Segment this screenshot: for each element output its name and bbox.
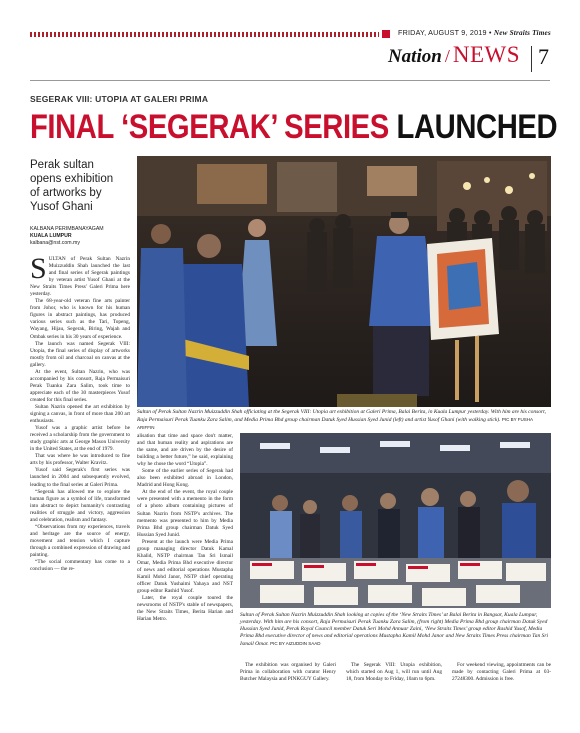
- page-number: 7: [538, 44, 549, 69]
- second-photo: [240, 433, 551, 608]
- photo-credit: PIC BY FUSHA ARIFFIN: [137, 417, 533, 430]
- dateline: FRIDAY, AUGUST 9, 2019 • New Straits Times: [398, 28, 551, 37]
- photo-illustration-signing: [137, 156, 551, 407]
- photo-credit: PIC BY AIZUDDIN SAAD: [270, 641, 321, 646]
- paragraph: alisation that time and space don't matter, and that human reality and aspirations are the same, and are driven by the desire of building a better future,” he said, explaining why he chose the word “Utopia”.: [137, 433, 233, 468]
- headline-black: LAUNCHED: [396, 108, 558, 146]
- paragraph: ULTAN of Perak Sultan Nazrin Muizzuddin Shah launched the last and final series of Segerak paintings by veteran artist Yusof Ghani at the New Straits Times Press' Galeri Prima here yesterday.: [30, 256, 130, 298]
- article-column-3: [240, 662, 336, 683]
- paragraph: The 68-year-old veteran fine arts painter from Johor, who is known for his human figures in abstract paintings, has produced various series such as the Tari, Topeng, Wayang, Hijau, Segerak, Biring, Wajah and Ombak series in his 30 years of experience.: [30, 298, 130, 340]
- paragraph: Yusof said Segerak's first series was launched in 2004 and subsequently evolved, leading to the final series at Galeri Prima.: [30, 467, 130, 488]
- issue-date: FRIDAY, AUGUST 9, 2019: [398, 28, 487, 37]
- photo-caption-2: [240, 612, 551, 648]
- photo-caption-1: [137, 409, 551, 432]
- section-slash: /: [444, 46, 450, 66]
- paragraph: At the event, Sultan Nazrin, who was accompanied by his consort, Raja Permaisuri Perak Tuanku Zara Salim, took time to appreciate each of the 30 masterpieces Yusof created for this final series.: [30, 368, 130, 403]
- caption-text: Sultan of Perak Sultan Nazrin Muizzuddin Shah officiating at the Segerak VIII: Utopia art exhibition at Galeri Prima, Balai Berita, in Kuala Lumpur yesterday. With him are his consort, Raja Permaisuri Perak Tuanku Zara Salim, and Media Prima Bhd group chairman Datuk Syed Hussian Syed Junid (left) and artist Yusof Ghani (with walking stick).: [137, 409, 547, 423]
- header-rule: [30, 80, 550, 81]
- byline-location: KUALA LUMPUR: [30, 233, 72, 239]
- headline-red: FINAL ‘SEGERAK’ SERIES: [30, 108, 389, 146]
- article-kicker: SEGERAK VIII: UTOPIA AT GALERI PRIMA: [30, 94, 209, 104]
- main-photo: [137, 156, 551, 407]
- paragraph: At the end of the event, the royal couple were presented with a memento in the form of a photo album containing pictures of Sultan Nazrin from NSTP's archives. The memento was presented to him by Media Prima Bhd group chairman Datuk Syed Hussian Syed Junid.: [137, 489, 233, 538]
- paragraph: That was where he was introduced to fine arts by his professor, Walter Kravitz.: [30, 453, 130, 467]
- byline: [30, 226, 130, 247]
- paragraph: “The social commentary has come to a conclusion — the re-: [30, 559, 130, 573]
- paragraph: For weekend viewing, appointments can be made by contacting Galeri Prima at 03-27248300. Admission is free.: [452, 662, 551, 683]
- paragraph: The launch was named Segerak VIII: Utopia, the final series of display of artworks mostly from oil and charcoal on canvas at the gallery.: [30, 340, 130, 368]
- red-square-marker: [382, 30, 390, 38]
- headline: [30, 107, 558, 147]
- page-number-divider: [531, 46, 532, 72]
- paragraph: Some of the earlier series of Segerak had also been exhibited abroad in London, Madrid and Hong Kong.: [137, 468, 233, 489]
- top-stripe-bar: [30, 30, 390, 38]
- paragraph: The Segerak VIII: Utopia exhibition, which started on Aug 1, will run until Aug 18, from Monday to Friday, 10am to 6pm.: [346, 662, 442, 683]
- standfirst: Perak sultan opens exhibition of artworks by Yusof Ghani: [30, 159, 114, 213]
- striped-rule: [30, 32, 379, 37]
- paragraph: Yusof was a graphic artist before he received a scholarship from the government to study graphic arts at George Mason University in the United States, at the end of 1979.: [30, 425, 130, 453]
- article-column-1: [30, 256, 130, 716]
- byline-author: KALBANA PERIMBANAYAGAM: [30, 226, 104, 232]
- paragraph: “Segerak has allowed me to explore the human figure as a symbol of life, transformed into abstract to depict humanity's contrasting realities of struggle and victory, aggression and celebration, realism and fantasy.: [30, 488, 130, 523]
- section-label: [360, 42, 520, 72]
- caption-text: Sultan of Perak Sultan Nazrin Muizzuddin Shah looking at copies of the ‘New Straits Times’ at Balai Berita in Bangsar, Kuala Lumpur, yesterday. With him are his consort, Raja Permaisuri Perak Tuanku Zara Salim, (from right) Media Prima Bhd group chairman Datuk Syed Hussian Syed Junid, Perak Royal Council member Datuk Seri Mohd Annuar Zaini, ‘New Straits Times’ group editor Rashid Yusof, Media Prima Bhd executive director of news and editorial operations Mustapha Kamil Mohd Janor and New Straits Times Press chairman Tan Sri Ismail Omar.: [240, 612, 548, 647]
- section-news: NEWS: [452, 42, 520, 67]
- section-nation: Nation: [387, 46, 442, 67]
- article-column-5: [452, 662, 551, 683]
- byline-email[interactable]: kalbana@nst.com.my: [30, 240, 80, 246]
- paragraph: The exhibition was organised by Galeri Prima in collaboration with curator Henry Butcher Malaysia and PINKGUY Gallery.: [240, 662, 336, 683]
- masthead-name: New Straits Times: [493, 29, 551, 37]
- paragraph: “Observations from my experiences, travels and heritage are the source of energy, movement and tension which I capture through a combined expression of drawing and painting.: [30, 523, 130, 558]
- paragraph: Later, the royal couple toured the newsrooms of NSTP's stable of newspapers, the New Straits Times, Berita Harian and Harian Metro.: [137, 595, 233, 623]
- photo-illustration-newsroom: [240, 433, 551, 608]
- paragraph: Sultan Nazrin opened the art exhibition by signing a canvas, in front of more than 200 art enthusiasts.: [30, 403, 130, 425]
- article-column-2: [137, 433, 233, 718]
- article-column-4: [346, 662, 442, 683]
- paragraph: Present at the launch were Media Prima group managing director Datuk Kamal Khalid, NSTP chairman Tan Sri Ismail Omar, Media Prima Bhd executive director of news and editorial operations Mustapha Kamil Mohd Janor, NSTP chief operating officer Datuk Yushaimi Yahaya and NST group editor Rashid Yusof.: [137, 538, 233, 595]
- drop-cap: S: [30, 256, 47, 285]
